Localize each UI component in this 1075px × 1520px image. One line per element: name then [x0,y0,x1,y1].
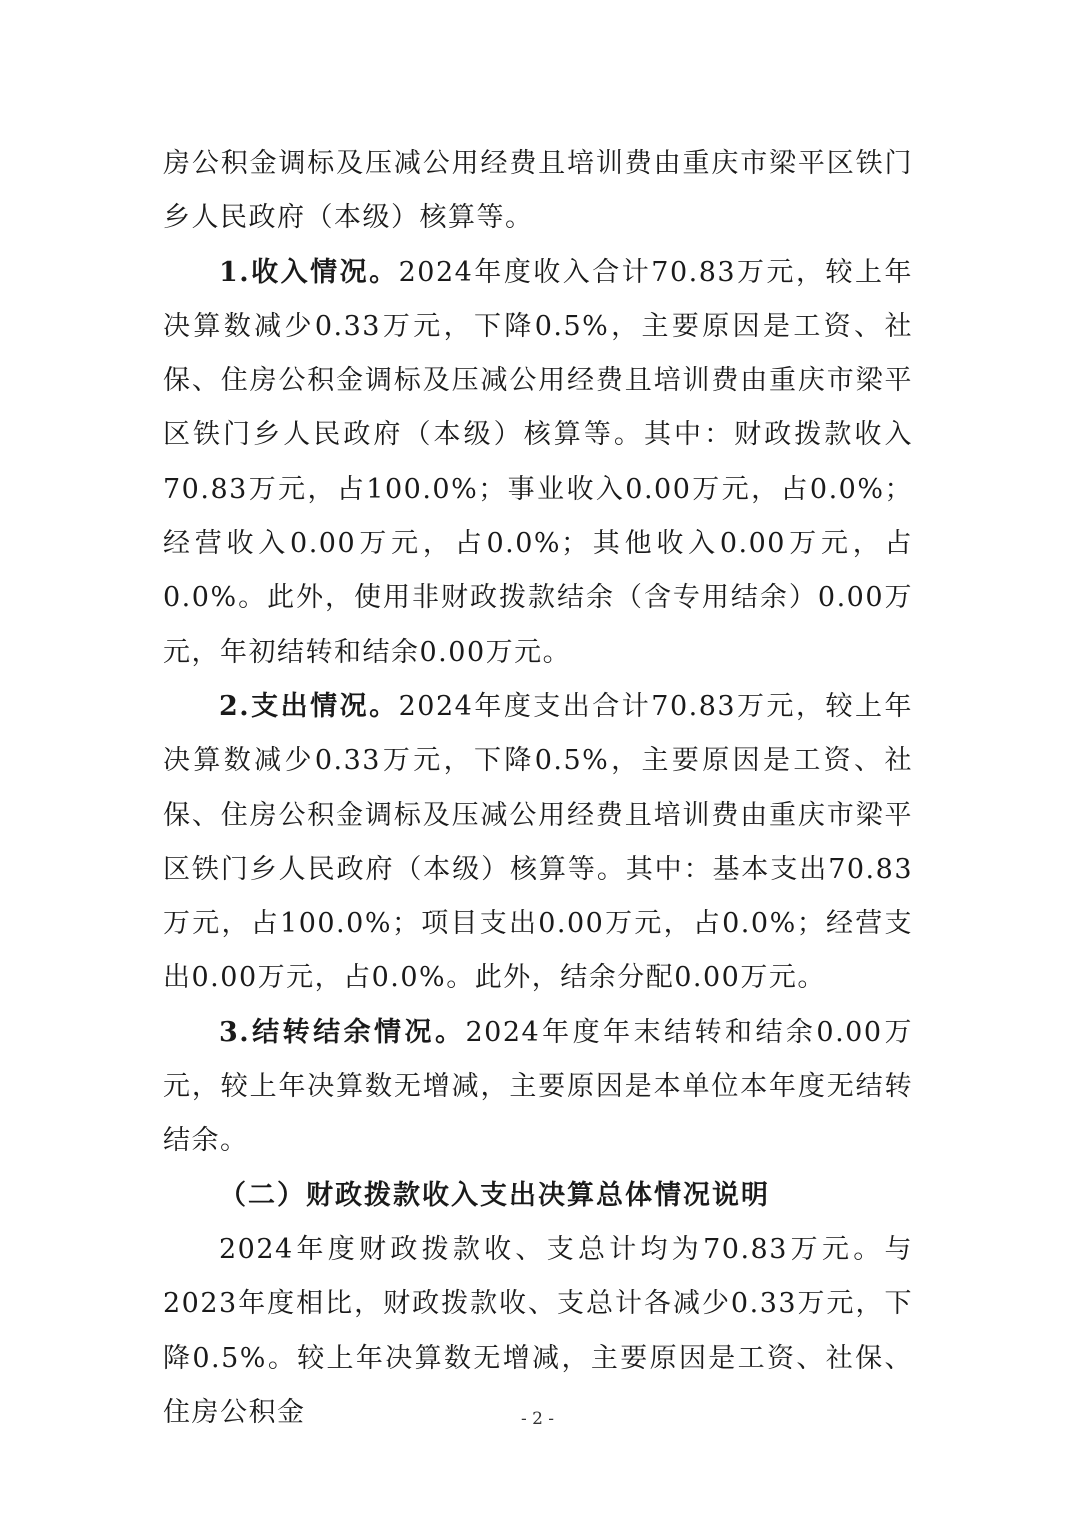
section-two-title: （二）财政拨款收入支出决算总体情况说明 [219,1179,770,1211]
continuation-paragraph: 房公积金调标及压减公用经费且培训费由重庆市梁平区铁门乡人民政府（本级）核算等。 [163,148,913,234]
income-text: 2024年度收入合计70.83万元，较上年决算数减少0.33万元，下降0.5%，主要原因是工资、社保、住房公积金调标及压减公用经费且培训费由重庆市梁平区铁门乡人民政府（本级）核算等。其中：财政拨款收入70.83万元，占100.0%；事业收入0.00万元，占0.0%；经营收入0.00万元，占0.0%；其他收入0.00万元，占0.0%。此外，使用非财政拨款结余（含专用结余）0.00万元，年初结转和结余0.00万元。 [163,256,913,668]
expenditure-paragraph [163,680,913,1006]
income-heading: 1.收入情况。 [219,256,399,288]
carryover-text: 2024年度年末结转和结余0.00万元，较上年决算数无增减，主要原因是本单位本年度无结转结余。 [163,1016,913,1157]
expenditure-heading: 2.支出情况。 [219,690,399,722]
section-two-paragraph: 2024年度财政拨款收、支总计均为70.83万元。与2023年度相比，财政拨款收、支总计各减少0.33万元，下降0.5%。较上年决算数无增减，主要原因是工资、社保、住房公积金 [163,1233,913,1428]
document-body [163,137,913,1440]
income-paragraph [163,246,913,680]
page-number: - 2 - [520,1409,555,1429]
carryover-paragraph [163,1006,913,1169]
carryover-heading: 3.结转结余情况。 [219,1016,466,1048]
expenditure-text: 2024年度支出合计70.83万元，较上年决算数减少0.33万元，下降0.5%，主要原因是工资、社保、住房公积金调标及压减公用经费且培训费由重庆市梁平区铁门乡人民政府（本级）核算等。其中：基本支出70.83万元，占100.0%；项目支出0.00万元，占0.0%；经营支出0.00万元，占0.0%。此外，结余分配0.00万元。 [163,690,913,994]
